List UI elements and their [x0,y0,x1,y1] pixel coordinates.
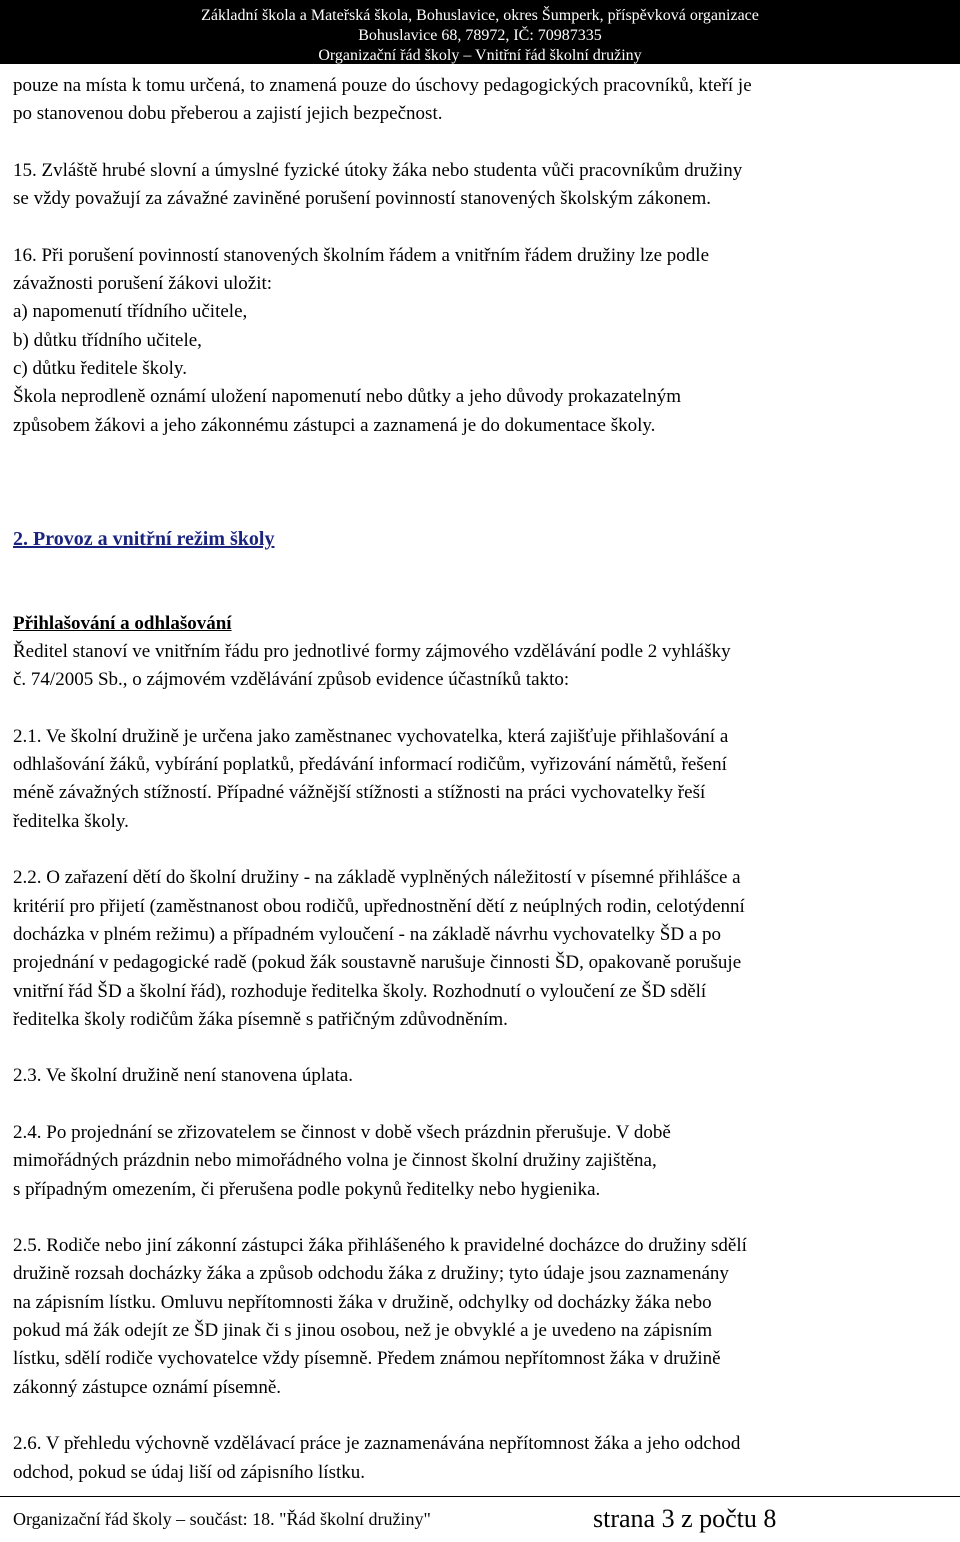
text-line: ředitelka školy rodičům žáka písemně s patřičným zdůvodněním. [13,1008,508,1030]
text-line: 16. Při porušení povinností stanovených školním řádem a vnitřním řádem družiny lze podle [13,244,710,266]
section-heading: 2. Provoz a vnitřní režim školy [13,527,275,550]
text-line: vnitřní řád ŠD a školní řád), rozhoduje ředitelka školy. Rozhodnutí o vyloučení ze ŠD sdělí [13,980,707,1002]
page-number: strana 3 z počtu 8 [593,1504,777,1533]
text-line: Ředitel stanoví ve vnitřním řádu pro jednotlivé formy zájmového vzdělávání podle 2 vyhlášky [13,640,731,662]
text-line: Škola neprodleně oznámí uložení napomenutí nebo důtky a jeho důvody prokazatelným [13,386,681,408]
text-line: 2.6. V přehledu výchovně vzdělávací práce je zaznamenávána nepřítomnost žáka a jeho odchod [13,1433,741,1455]
text-line: 2.4. Po projednání se zřizovatelem se činnost v době všech prázdnin přerušuje. V době [13,1121,671,1143]
text-line: zákonný zástupce oznámí písemně. [13,1376,282,1398]
text-line: ředitelka školy. [13,810,129,832]
text-line: družině rozsah docházky žáka a způsob odchodu žáka z družiny; tyto údaje jsou zaznamenány [13,1263,729,1285]
text-line: mimořádných prázdnin nebo mimořádného volna je činnost školní družiny zajištěna, [13,1150,657,1172]
text-line: 2.5. Rodiče nebo jiní zákonní zástupci žáka přihlášeného k pravidelné docházce do družiny sdělí [13,1235,747,1257]
text-line: odhlašování žáků, vybírání poplatků, předávání informací rodičům, vyřizování námětů, řešení [13,754,727,776]
text-line: kritérií pro přijetí (zaměstnanost obou rodičů, upřednostnění dětí z neúplných rodin, celotýdenní [13,895,745,917]
text-line: lístku, sdělí rodiče vychovatelce vždy písemně. Předem známou nepřítomnost žáka v družině [13,1348,721,1370]
text-line: závažnosti porušení žákovi uložit: [13,273,273,295]
document-body [13,72,945,1487]
list-item: b) důtku třídního učitele, [13,329,202,351]
school-name: Základní škola a Mateřská škola, Bohuslavice, okres Šumperk, příspěvková organizace [201,7,759,24]
document-title: Organizační řád školy – Vnitřní řád školní družiny [318,47,642,64]
text-line: č. 74/2005 Sb., o zájmovém vzdělávání způsob evidence účastníků takto: [13,669,570,691]
subsection-heading: Přihlašování a odhlašování [13,612,232,634]
text-line: se vždy považují za závažné zaviněné porušení povinností stanovených školským zákonem. [13,188,712,210]
page-footer [0,1496,960,1542]
text-line: pouze na místa k tomu určená, to znamená pouze do úschovy pedagogických pracovníků, kteří je [13,75,752,96]
text-line: 2.1. Ve školní družině je určena jako zaměstnanec vychovatelka, která zajišťuje přihlašování a [13,725,729,747]
text-line: projednání v pedagogické radě (pokud žák soustavně narušuje činnosti ŠD, opakovaně porušuje [13,952,742,974]
list-item: a) napomenutí třídního učitele, [13,301,248,323]
school-address: Bohuslavice 68, 78972, IČ: 70987335 [358,27,602,44]
text-line: s případným omezením, či přerušena podle pokynů ředitelky nebo hygienika. [13,1178,601,1200]
footer-document-ref: Organizační řád školy – součást: 18. "Řád školní družiny" [13,1509,431,1529]
text-line: pokud má žák odejít ze ŠD jinak či s jinou osobou, než je obvyklé a je uvedeno na zápisním [13,1320,713,1342]
text-line: 2.3. Ve školní družině není stanovena úplata. [13,1065,353,1087]
text-line: odchod, pokud se údaj liší od zápisního lístku. [13,1461,366,1483]
page-header [0,0,960,64]
text-line: 2.2. O zařazení dětí do školní družiny - na základě vyplněných náležitostí v písemné přihlášce a [13,867,741,889]
text-line: méně závažných stížností. Případné vážnější stížnosti a stížnosti na práci vychovatelky řeší [13,782,706,804]
text-line: 15. Zvláště hrubé slovní a úmyslné fyzické útoky žáka nebo studenta vůči pracovníkům družiny [13,159,743,181]
text-line: docházka v plném režimu) a případném vyloučení - na základě návrhu vychovatelky ŠD a po [13,923,722,945]
text-line: po stanovenou dobu přeberou a zajistí jejich bezpečnost. [13,103,443,125]
list-item: c) důtku ředitele školy. [13,357,187,379]
text-line: na zápisním lístku. Omluvu nepřítomnosti žáka v družině, odchylky od docházky žáka nebo [13,1291,712,1313]
text-line: způsobem žákovi a jeho zákonnému zástupci a zaznamená je do dokumentace školy. [13,414,656,436]
